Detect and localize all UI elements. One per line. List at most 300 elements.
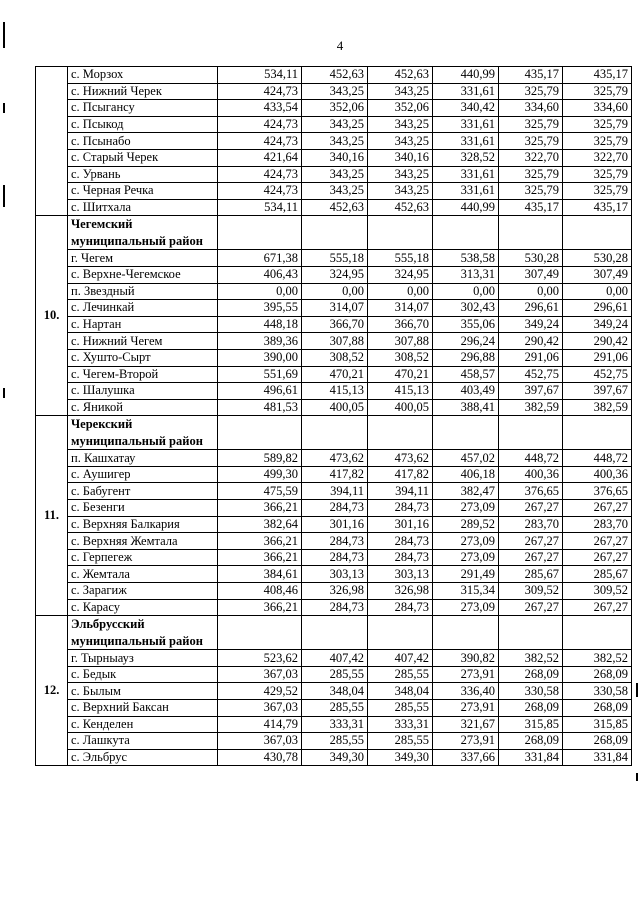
value-cell: 433,54 — [218, 100, 302, 117]
value-cell: 314,07 — [302, 300, 368, 317]
value-cell: 424,73 — [218, 83, 302, 100]
value-cell: 302,43 — [433, 300, 499, 317]
value-cell: 307,88 — [302, 333, 368, 350]
value-cell: 496,61 — [218, 383, 302, 400]
settlement-name: с. Бабугент — [68, 483, 218, 500]
empty-cell — [563, 216, 632, 250]
value-cell: 325,79 — [563, 116, 632, 133]
scan-mark-left-1 — [3, 22, 5, 48]
settlement-name: г. Чегем — [68, 250, 218, 267]
value-cell: 268,09 — [499, 666, 563, 683]
value-cell: 366,21 — [218, 599, 302, 616]
district-number: 12. — [36, 616, 68, 766]
settlement-name: с. Яникой — [68, 399, 218, 416]
table-row — [36, 183, 632, 200]
settlement-name: с. Кенделен — [68, 716, 218, 733]
value-cell: 291,06 — [499, 349, 563, 366]
value-cell: 309,52 — [563, 583, 632, 600]
empty-cell — [302, 616, 368, 650]
table-row — [36, 700, 632, 717]
scan-mark-left-3 — [3, 185, 5, 207]
value-cell: 267,27 — [499, 533, 563, 550]
value-cell: 325,79 — [499, 83, 563, 100]
value-cell: 343,25 — [302, 183, 368, 200]
value-cell: 0,00 — [302, 283, 368, 300]
value-cell: 343,25 — [368, 116, 433, 133]
value-cell: 400,05 — [368, 399, 433, 416]
table-row — [36, 250, 632, 267]
value-cell: 315,85 — [563, 716, 632, 733]
value-cell: 284,73 — [302, 549, 368, 566]
empty-cell — [368, 416, 433, 450]
settlement-name: с. Лашкута — [68, 733, 218, 750]
table-row — [36, 116, 632, 133]
value-cell: 331,61 — [433, 133, 499, 150]
value-cell: 325,79 — [563, 133, 632, 150]
value-cell: 414,79 — [218, 716, 302, 733]
value-cell: 268,09 — [563, 733, 632, 750]
value-cell: 343,25 — [302, 83, 368, 100]
empty-cell — [499, 216, 563, 250]
value-cell: 325,79 — [499, 116, 563, 133]
settlement-name: с. Псыгансу — [68, 100, 218, 117]
value-cell: 400,05 — [302, 399, 368, 416]
table-row — [36, 583, 632, 600]
settlement-name: с. Нижний Чегем — [68, 333, 218, 350]
value-cell: 448,72 — [499, 450, 563, 467]
value-cell: 284,73 — [302, 500, 368, 517]
value-cell: 367,03 — [218, 666, 302, 683]
value-cell: 424,73 — [218, 133, 302, 150]
value-cell: 415,13 — [368, 383, 433, 400]
table-row — [36, 333, 632, 350]
value-cell: 473,62 — [302, 450, 368, 467]
value-cell: 336,40 — [433, 683, 499, 700]
value-cell: 268,09 — [499, 700, 563, 717]
empty-cell — [218, 216, 302, 250]
value-cell: 331,61 — [433, 116, 499, 133]
value-cell: 340,42 — [433, 100, 499, 117]
value-cell: 366,70 — [302, 316, 368, 333]
value-cell: 0,00 — [563, 283, 632, 300]
settlement-name: с. Карасу — [68, 599, 218, 616]
empty-cell — [563, 416, 632, 450]
value-cell: 382,59 — [499, 399, 563, 416]
value-cell: 470,21 — [302, 366, 368, 383]
table-row — [36, 516, 632, 533]
settlement-name: с. Хушто-Сырт — [68, 349, 218, 366]
value-cell: 284,73 — [368, 500, 433, 517]
value-cell: 382,47 — [433, 483, 499, 500]
value-cell: 355,06 — [433, 316, 499, 333]
table-row — [36, 466, 632, 483]
value-cell: 397,67 — [563, 383, 632, 400]
value-cell: 314,07 — [368, 300, 433, 317]
value-cell: 397,67 — [499, 383, 563, 400]
settlement-name: с. Верхний Баксан — [68, 700, 218, 717]
settlement-name: с. Верхняя Жемтала — [68, 533, 218, 550]
table-row — [36, 100, 632, 117]
value-cell: 326,98 — [302, 583, 368, 600]
value-cell: 273,91 — [433, 733, 499, 750]
value-cell: 435,17 — [499, 199, 563, 216]
settlement-name: г. Тырныауз — [68, 650, 218, 667]
empty-cell — [563, 616, 632, 650]
value-cell: 470,21 — [368, 366, 433, 383]
value-cell: 394,11 — [368, 483, 433, 500]
district-header-row — [36, 216, 632, 250]
table-row — [36, 549, 632, 566]
value-cell: 390,00 — [218, 349, 302, 366]
value-cell: 448,18 — [218, 316, 302, 333]
value-cell: 268,09 — [499, 733, 563, 750]
settlement-name: с. Аушигер — [68, 466, 218, 483]
value-cell: 308,52 — [368, 349, 433, 366]
value-cell: 400,36 — [563, 466, 632, 483]
value-cell: 267,27 — [563, 533, 632, 550]
value-cell: 283,70 — [563, 516, 632, 533]
value-cell: 267,27 — [563, 500, 632, 517]
value-cell: 389,36 — [218, 333, 302, 350]
empty-cell — [302, 416, 368, 450]
district-number: 11. — [36, 416, 68, 616]
value-cell: 289,52 — [433, 516, 499, 533]
value-cell: 452,63 — [368, 199, 433, 216]
settlement-name: с. Псынабо — [68, 133, 218, 150]
value-cell: 343,25 — [302, 133, 368, 150]
value-cell: 273,91 — [433, 700, 499, 717]
value-cell: 301,16 — [368, 516, 433, 533]
table-row — [36, 67, 632, 84]
value-cell: 407,42 — [302, 650, 368, 667]
value-cell: 551,69 — [218, 366, 302, 383]
value-cell: 555,18 — [368, 250, 433, 267]
table-row — [36, 483, 632, 500]
value-cell: 343,25 — [368, 166, 433, 183]
value-cell: 555,18 — [302, 250, 368, 267]
value-cell: 315,34 — [433, 583, 499, 600]
table-row — [36, 683, 632, 700]
district-name: Черекский муниципальный район — [71, 417, 203, 448]
settlement-name: с. Зарагиж — [68, 583, 218, 600]
table-row — [36, 283, 632, 300]
settlement-name: с. Верхне-Чегемское — [68, 266, 218, 283]
table-row — [36, 500, 632, 517]
value-cell: 267,27 — [563, 599, 632, 616]
table-row — [36, 533, 632, 550]
value-cell: 394,11 — [302, 483, 368, 500]
value-cell: 429,52 — [218, 683, 302, 700]
value-cell: 384,61 — [218, 566, 302, 583]
value-cell: 376,65 — [563, 483, 632, 500]
value-cell: 284,73 — [368, 549, 433, 566]
table-row — [36, 366, 632, 383]
value-cell: 417,82 — [368, 466, 433, 483]
value-cell: 321,67 — [433, 716, 499, 733]
settlement-name: с. Герпегеж — [68, 549, 218, 566]
value-cell: 0,00 — [433, 283, 499, 300]
value-cell: 424,73 — [218, 166, 302, 183]
value-cell: 435,17 — [499, 67, 563, 84]
settlement-name: п. Звездный — [68, 283, 218, 300]
scan-mark-left-2 — [3, 103, 5, 113]
value-cell: 273,09 — [433, 533, 499, 550]
value-cell: 0,00 — [218, 283, 302, 300]
value-cell: 340,16 — [302, 149, 368, 166]
table-row — [36, 83, 632, 100]
value-cell: 538,58 — [433, 250, 499, 267]
table-row — [36, 266, 632, 283]
value-cell: 390,82 — [433, 650, 499, 667]
empty-cell — [302, 216, 368, 250]
value-cell: 435,17 — [563, 67, 632, 84]
settlement-name: с. Лечинкай — [68, 300, 218, 317]
table-row — [36, 316, 632, 333]
value-cell: 324,95 — [368, 266, 433, 283]
value-cell: 268,09 — [563, 700, 632, 717]
value-cell: 382,52 — [563, 650, 632, 667]
value-cell: 388,41 — [433, 399, 499, 416]
value-cell: 457,02 — [433, 450, 499, 467]
value-cell: 284,73 — [302, 533, 368, 550]
settlement-name: с. Псыкод — [68, 116, 218, 133]
value-cell: 331,84 — [563, 749, 632, 766]
value-cell: 406,18 — [433, 466, 499, 483]
district-header-row — [36, 416, 632, 450]
empty-cell — [218, 416, 302, 450]
value-cell: 352,06 — [368, 100, 433, 117]
value-cell: 349,30 — [368, 749, 433, 766]
value-cell: 343,25 — [302, 166, 368, 183]
table-row — [36, 716, 632, 733]
value-cell: 343,25 — [302, 116, 368, 133]
value-cell: 284,73 — [368, 599, 433, 616]
value-cell: 334,60 — [499, 100, 563, 117]
tariff-table — [35, 66, 632, 766]
value-cell: 303,13 — [302, 566, 368, 583]
value-cell: 430,78 — [218, 749, 302, 766]
table-row — [36, 599, 632, 616]
value-cell: 309,52 — [499, 583, 563, 600]
value-cell: 671,38 — [218, 250, 302, 267]
value-cell: 326,98 — [368, 583, 433, 600]
value-cell: 273,09 — [433, 599, 499, 616]
value-cell: 330,58 — [563, 683, 632, 700]
value-cell: 290,42 — [499, 333, 563, 350]
value-cell: 273,09 — [433, 500, 499, 517]
empty-cell — [499, 616, 563, 650]
value-cell: 268,09 — [563, 666, 632, 683]
empty-cell — [218, 616, 302, 650]
scan-mark-left-4 — [3, 388, 5, 398]
value-cell: 440,99 — [433, 67, 499, 84]
value-cell: 307,88 — [368, 333, 433, 350]
value-cell: 333,31 — [302, 716, 368, 733]
value-cell: 296,61 — [563, 300, 632, 317]
value-cell: 285,55 — [302, 733, 368, 750]
settlement-name: с. Черная Речка — [68, 183, 218, 200]
value-cell: 452,63 — [368, 67, 433, 84]
value-cell: 285,55 — [302, 666, 368, 683]
district-header-row — [36, 616, 632, 650]
table-row — [36, 666, 632, 683]
settlement-name: с. Шалушка — [68, 383, 218, 400]
table-row — [36, 199, 632, 216]
table-row — [36, 399, 632, 416]
table-row — [36, 749, 632, 766]
value-cell: 267,27 — [499, 549, 563, 566]
settlement-name: с. Былым — [68, 683, 218, 700]
value-cell: 382,59 — [563, 399, 632, 416]
value-cell: 406,43 — [218, 266, 302, 283]
table-row — [36, 566, 632, 583]
value-cell: 448,72 — [563, 450, 632, 467]
settlement-name: с. Нижний Черек — [68, 83, 218, 100]
value-cell: 366,70 — [368, 316, 433, 333]
value-cell: 417,82 — [302, 466, 368, 483]
value-cell: 415,13 — [302, 383, 368, 400]
value-cell: 367,03 — [218, 733, 302, 750]
value-cell: 376,65 — [499, 483, 563, 500]
value-cell: 285,55 — [368, 700, 433, 717]
value-cell: 322,70 — [563, 149, 632, 166]
district-name-cell — [68, 416, 218, 450]
value-cell: 296,61 — [499, 300, 563, 317]
value-cell: 325,79 — [499, 166, 563, 183]
value-cell: 325,79 — [563, 83, 632, 100]
value-cell: 325,79 — [563, 183, 632, 200]
value-cell: 325,79 — [499, 183, 563, 200]
value-cell: 530,28 — [563, 250, 632, 267]
settlement-name: с. Шитхала — [68, 199, 218, 216]
value-cell: 475,59 — [218, 483, 302, 500]
value-cell: 366,21 — [218, 500, 302, 517]
value-cell: 303,13 — [368, 566, 433, 583]
settlement-name: п. Кашхатау — [68, 450, 218, 467]
value-cell: 267,27 — [499, 599, 563, 616]
empty-cell — [499, 416, 563, 450]
empty-cell — [433, 216, 499, 250]
settlement-name: с. Морзох — [68, 67, 218, 84]
value-cell: 296,24 — [433, 333, 499, 350]
value-cell: 333,31 — [368, 716, 433, 733]
value-cell: 322,70 — [499, 149, 563, 166]
table-body — [36, 67, 632, 766]
settlement-name: с. Жемтала — [68, 566, 218, 583]
value-cell: 435,17 — [563, 199, 632, 216]
district-name-cell — [68, 216, 218, 250]
value-cell: 285,67 — [499, 566, 563, 583]
district-number — [36, 67, 68, 216]
table-row — [36, 166, 632, 183]
value-cell: 324,95 — [302, 266, 368, 283]
table-row — [36, 349, 632, 366]
empty-cell — [433, 416, 499, 450]
value-cell: 523,62 — [218, 650, 302, 667]
value-cell: 331,84 — [499, 749, 563, 766]
value-cell: 334,60 — [563, 100, 632, 117]
value-cell: 452,63 — [302, 67, 368, 84]
value-cell: 337,66 — [433, 749, 499, 766]
value-cell: 284,73 — [368, 533, 433, 550]
value-cell: 534,11 — [218, 199, 302, 216]
page-number: 4 — [336, 38, 344, 53]
table-row — [36, 300, 632, 317]
settlement-name: с. Урвань — [68, 166, 218, 183]
settlement-name: с. Нартан — [68, 316, 218, 333]
table-row — [36, 450, 632, 467]
value-cell: 290,42 — [563, 333, 632, 350]
table-row — [36, 733, 632, 750]
value-cell: 285,55 — [368, 733, 433, 750]
settlement-name: с. Бедык — [68, 666, 218, 683]
value-cell: 382,52 — [499, 650, 563, 667]
value-cell: 284,73 — [302, 599, 368, 616]
value-cell: 424,73 — [218, 116, 302, 133]
value-cell: 285,55 — [368, 666, 433, 683]
value-cell: 440,99 — [433, 199, 499, 216]
value-cell: 589,82 — [218, 450, 302, 467]
value-cell: 348,04 — [302, 683, 368, 700]
district-name-cell — [68, 616, 218, 650]
value-cell: 421,64 — [218, 149, 302, 166]
value-cell: 343,25 — [368, 83, 433, 100]
value-cell: 291,06 — [563, 349, 632, 366]
value-cell: 349,24 — [563, 316, 632, 333]
settlement-name: с. Чегем-Второй — [68, 366, 218, 383]
table-row — [36, 383, 632, 400]
value-cell: 296,88 — [433, 349, 499, 366]
value-cell: 267,27 — [563, 549, 632, 566]
district-name: Эльбрусский муниципальный район — [71, 617, 203, 648]
empty-cell — [368, 616, 433, 650]
table-row — [36, 149, 632, 166]
value-cell: 348,04 — [368, 683, 433, 700]
value-cell: 340,16 — [368, 149, 433, 166]
value-cell: 325,79 — [563, 166, 632, 183]
value-cell: 285,55 — [302, 700, 368, 717]
value-cell: 349,30 — [302, 749, 368, 766]
value-cell: 273,91 — [433, 666, 499, 683]
value-cell: 400,36 — [499, 466, 563, 483]
value-cell: 267,27 — [499, 500, 563, 517]
value-cell: 328,52 — [433, 149, 499, 166]
value-cell: 403,49 — [433, 383, 499, 400]
value-cell: 530,28 — [499, 250, 563, 267]
value-cell: 0,00 — [368, 283, 433, 300]
table-row — [36, 133, 632, 150]
empty-cell — [433, 616, 499, 650]
value-cell: 331,61 — [433, 166, 499, 183]
value-cell: 343,25 — [368, 183, 433, 200]
value-cell: 325,79 — [499, 133, 563, 150]
settlement-name: с. Эльбрус — [68, 749, 218, 766]
value-cell: 349,24 — [499, 316, 563, 333]
value-cell: 301,16 — [302, 516, 368, 533]
value-cell: 273,09 — [433, 549, 499, 566]
value-cell: 499,30 — [218, 466, 302, 483]
value-cell: 382,64 — [218, 516, 302, 533]
value-cell: 285,67 — [563, 566, 632, 583]
empty-cell — [368, 216, 433, 250]
value-cell: 408,46 — [218, 583, 302, 600]
scan-mark-right-2 — [636, 773, 638, 781]
scan-mark-right-1 — [636, 683, 638, 697]
value-cell: 481,53 — [218, 399, 302, 416]
value-cell: 313,31 — [433, 266, 499, 283]
value-cell: 307,49 — [499, 266, 563, 283]
value-cell: 307,49 — [563, 266, 632, 283]
